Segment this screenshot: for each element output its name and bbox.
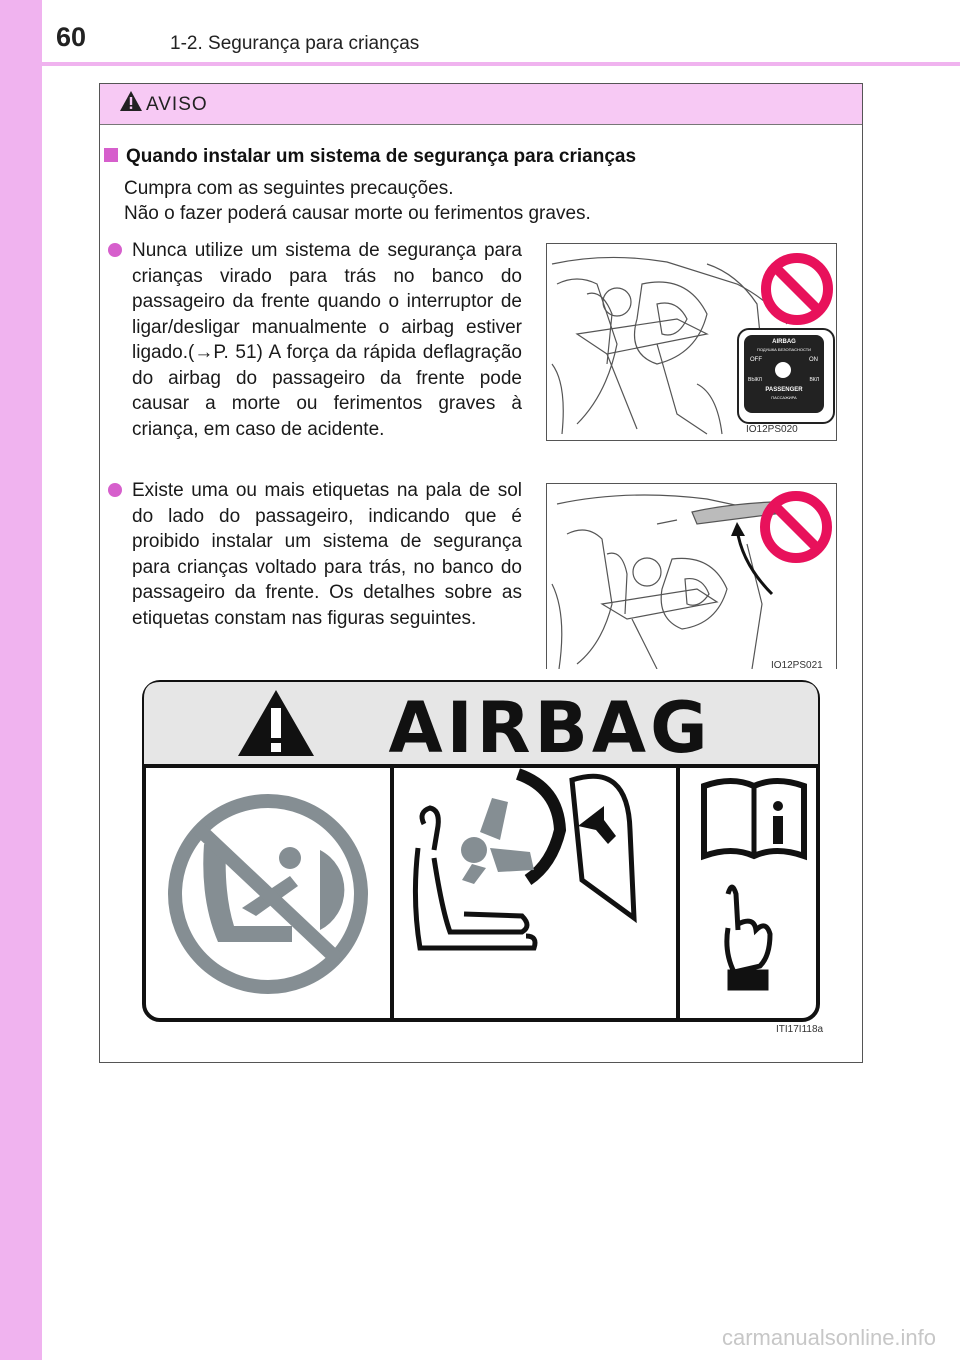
subheading-text: Quando instalar um sistema de segurança para crianças — [126, 146, 637, 167]
square-bullet-icon — [104, 148, 118, 162]
prohibited-icon — [760, 252, 834, 326]
switch-callout — [737, 328, 835, 424]
switch-panel — [744, 335, 824, 413]
footer-watermark: carmanualsonline.info — [722, 1325, 937, 1350]
prohibited-icon — [759, 490, 833, 564]
warning-subheading — [104, 146, 636, 168]
bullet-text: Existe uma ou mais etiquetas na pala de sol do lado do passageiro, indicando que é proibido instalar um sistema de segurança para crianças voltado para trás, no banco do passageiro da frente. Os detalhes sobre as etiquetas constam nas figuras seguintes. — [132, 480, 522, 629]
figure-code: IO12PS020 — [746, 424, 798, 435]
manual-book-icon — [704, 781, 804, 856]
figure-code: ITI17I118a — [776, 1024, 824, 1035]
switch-on-ru-label: ВКЛ — [809, 377, 819, 383]
switch-passenger-ru: ПАССАЖИРА — [771, 395, 797, 400]
switch-on-label: ON — [809, 357, 818, 363]
intro-line: Cumpra com as seguintes precauções. — [124, 178, 454, 199]
page-header — [42, 0, 960, 64]
label-title: AIRBAG — [388, 687, 712, 769]
section-title: 1-2. Segurança para crianças — [170, 33, 420, 54]
key-slot-icon — [775, 362, 791, 378]
airbag-warning-label — [142, 680, 820, 1022]
bullet-item — [108, 238, 522, 442]
header-rule — [42, 62, 960, 66]
round-bullet-icon — [108, 243, 122, 257]
warning-label: AVISO — [146, 94, 208, 115]
switch-passenger: PASSENGER — [765, 387, 803, 393]
airbag-switch-figure — [546, 243, 837, 441]
switch-title: AIRBAG — [772, 339, 796, 345]
round-bullet-icon — [108, 483, 122, 497]
figure-code: IO12PS021 — [771, 660, 823, 669]
warning-box — [99, 83, 863, 1063]
side-color-strip — [0, 0, 42, 1360]
warning-triangle-icon — [119, 90, 143, 112]
switch-title-ru: ПОДУШКА БЕЗОПАСНОСТИ — [756, 347, 812, 352]
sun-visor-figure — [546, 483, 837, 669]
warning-header — [100, 84, 862, 125]
switch-off-ru-label: ВЫКЛ — [748, 377, 762, 383]
bullet-item — [108, 478, 522, 631]
switch-off-label: OFF — [750, 357, 762, 363]
warning-intro — [124, 176, 591, 226]
intro-line: Não o fazer poderá causar morte ou ferimentos graves. — [124, 203, 591, 224]
bullet-text: Nunca utilize um sistema de segurança para crianças virado para trás no banco do passageiro da frente quando o interruptor de ligar/desligar manualmente o airbag estiver ligado.(→P. 51) A força da rápida deflagração do airbag do passageiro da frente pode causar a morte ou ferimentos graves à criança, em caso de acidente. — [132, 240, 522, 440]
page-number: 60 — [56, 22, 87, 52]
